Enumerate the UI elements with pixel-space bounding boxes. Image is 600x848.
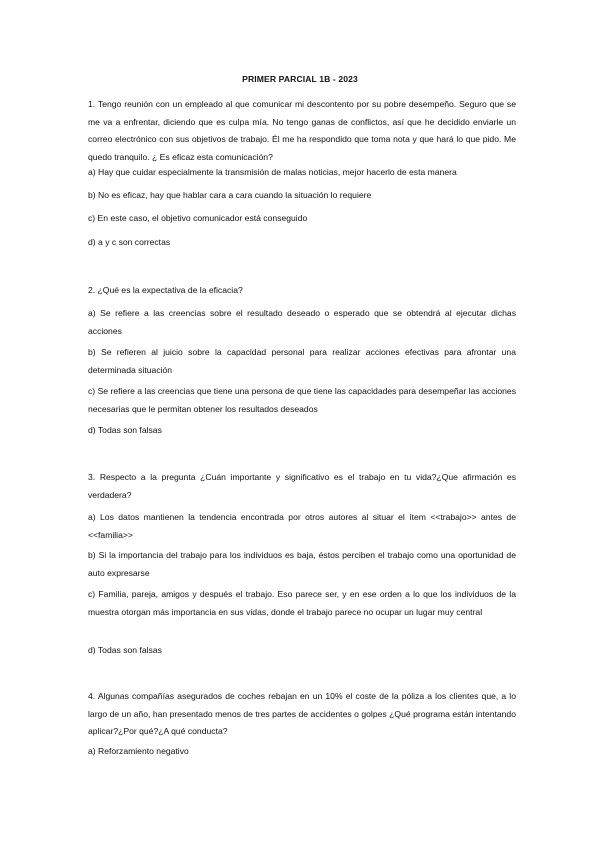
option-text: a) Los datos mantienen la tendencia encontrada por otros autores al situar el ítem <<trabajo>> antes de <<familia>> xyxy=(88,512,516,540)
question-2-text: 2. ¿Qué es la expectativa de la eficacia? xyxy=(88,285,243,295)
question-2-option-b xyxy=(88,344,516,379)
question-4-text: 4. Algunas compañías asegurados de coches rebajan en un 10% el coste de la póliza a los clientes que, a lo largo de un año, han presentado menos de tres partes de accidentes o golpes ¿Qué programa están intentando aplicar?¿Por qué?¿A qué conducta? xyxy=(88,691,516,736)
option-text: b) No es eficaz, hay que hablar cara a cara cuando la situación lo requiere xyxy=(88,190,372,200)
question-3-option-d xyxy=(88,642,516,660)
option-text: c) Se refiere a las creencias que tiene una persona de que tiene las capacidades para desempeñar las acciones necesarias que le permitan obtener los resultados deseados xyxy=(88,386,516,414)
question-3-text: 3. Respecto a la pregunta ¿Cuán importante y significativo es el trabajo en tu vida?¿Que afirmación es verdadera? xyxy=(88,472,516,500)
question-2 xyxy=(88,282,516,300)
option-text: a) Reforzamiento negativo xyxy=(88,746,189,756)
question-1-option-b xyxy=(88,187,516,205)
question-4-option-a xyxy=(88,743,516,761)
question-1-option-d xyxy=(88,234,516,252)
question-2-option-c xyxy=(88,383,516,418)
question-3-option-c xyxy=(88,586,516,621)
question-2-option-a xyxy=(88,305,516,340)
question-4 xyxy=(88,688,516,741)
option-text: a) Se refiere a las creencias sobre el resultado deseado o esperado que se obtendrá al ejecutar dichas acciones xyxy=(88,308,516,336)
question-3 xyxy=(88,469,516,504)
option-text: a) Hay que cuidar especialmente la transmisión de malas noticias, mejor hacerlo de esta manera xyxy=(88,167,457,177)
question-1-option-c xyxy=(88,210,516,228)
option-text: d) Todas son falsas xyxy=(88,645,162,655)
option-text: c) Familia, pareja, amigos y después el trabajo. Eso parece ser, y en ese orden a lo que los individuos de la muestra otorgan más importancia en sus vidas, donde el trabajo parece no ocupar un lugar muy central xyxy=(88,589,516,617)
page-title: PRIMER PARCIAL 1B - 2023 xyxy=(242,74,358,84)
question-1-option-a xyxy=(88,164,516,182)
option-text: d) Todas son falsas xyxy=(88,425,162,435)
option-text: b) Si la importancia del trabajo para los individuos es baja, éstos perciben el trabajo como una oportunidad de auto expresarse xyxy=(88,550,516,578)
option-text: d) a y c son correctas xyxy=(88,237,171,247)
question-3-option-a xyxy=(88,509,516,544)
option-text: c) En este caso, el objetivo comunicador está conseguido xyxy=(88,213,308,223)
option-text: b) Se refieren al juicio sobre la capacidad personal para realizar acciones efectivas para afrontar una determinada situación xyxy=(88,347,516,375)
question-1-text: 1. Tengo reunión con un empleado al que comunicar mi descontento por su pobre desempeño. Seguro que se me va a enfrentar, diciendo que es culpa mía. No tengo ganas de conflictos, así que he decidido enviarle un correo electrónico con sus objetivos de trabajo. Él me ha respondido que toma nota y que hará lo que pido. Me quedo tranquilo. ¿ Es eficaz esta comunicación? xyxy=(88,99,516,162)
question-3-option-b xyxy=(88,547,516,582)
question-1 xyxy=(88,96,516,166)
question-2-option-d xyxy=(88,422,516,440)
